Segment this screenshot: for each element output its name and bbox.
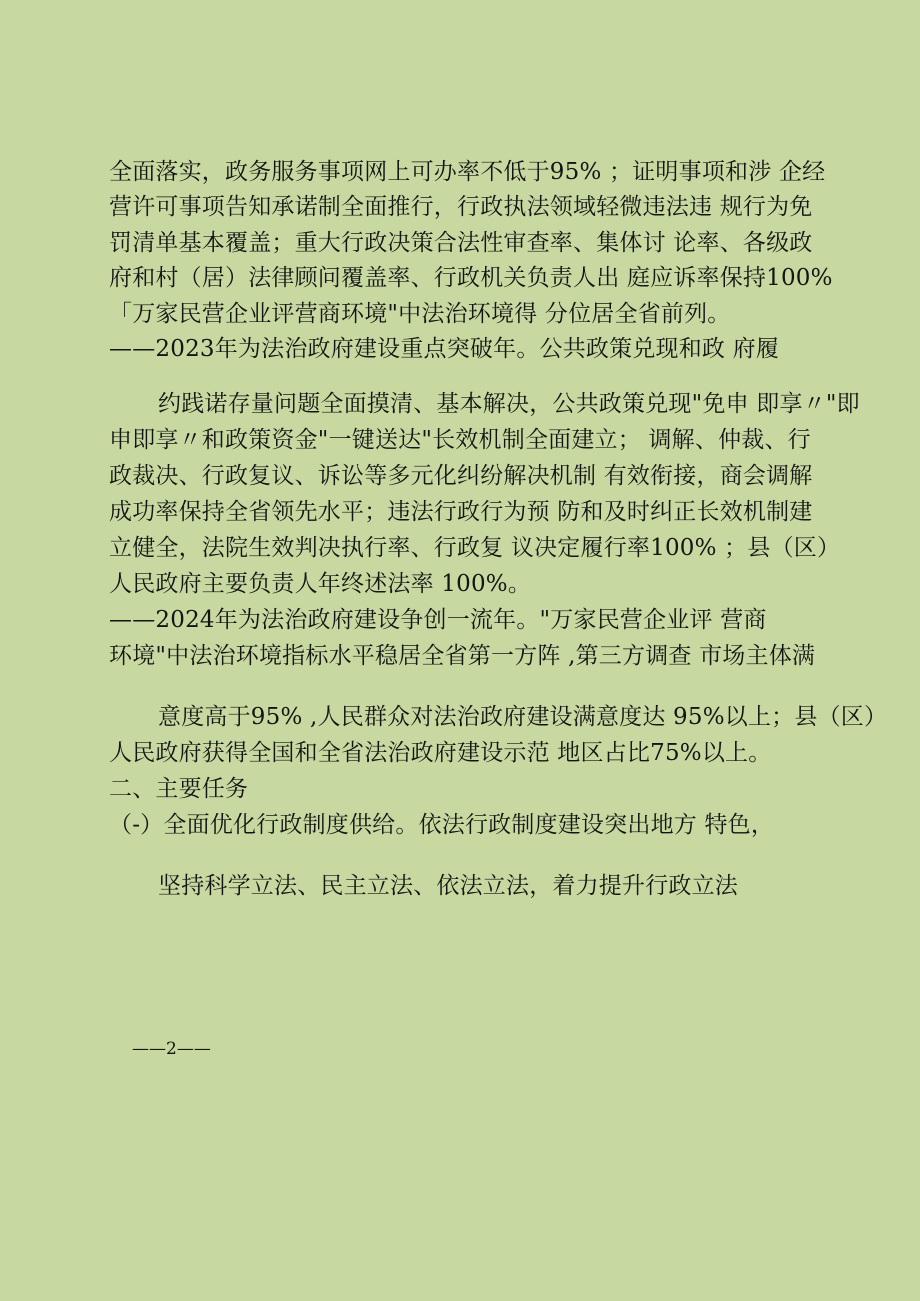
body-text-line: 立健全，法院生效判决执行率、行政复 议决定履行率100% ；县（区） bbox=[109, 535, 841, 561]
body-text-line: 府和村（居）法律顾问覆盖率、行政机关负责人出 庭应诉率保持100% bbox=[109, 265, 833, 291]
body-text-line: 罚清单基本覆盖；重大行政决策合法性审查率、集体讨 论率、各级政 bbox=[109, 230, 813, 256]
paragraph-2023-first-line: 约践诺存量问题全面摸清、基本解决，公共政策兑现"免申 即享〃"即 bbox=[158, 391, 860, 417]
section-heading: 坚持科学立法、民主立法、依法立法，着力提升行政立法 bbox=[158, 873, 738, 899]
body-text-line: 成功率保持全省领先水平；违法行政行为预 防和及时纠正长效机制建 bbox=[109, 499, 813, 525]
body-text-line: 人民政府主要负责人年终述法率 100%。 bbox=[109, 571, 532, 597]
body-text-line: 「万家民营企业评营商环境"中法治环境得 分位居全省前列。 bbox=[109, 301, 731, 327]
body-text-line: 政裁决、行政复议、诉讼等多元化纠纷解决机制 有效衔接，商会调解 bbox=[109, 463, 813, 489]
body-text-line: 人民政府获得全国和全省法治政府建设示范 地区占比75%以上。 bbox=[109, 740, 772, 766]
body-text-line: 全面落实，政务服务事项网上可办率不低于95% ；证明事项和涉 企经 bbox=[109, 159, 826, 185]
body-text-line: 二、主要任务 bbox=[109, 776, 249, 802]
paragraph-2024-first-line: 意度高于95% ,人民群众对法治政府建设满意度达 95%以上；县（区） bbox=[158, 704, 888, 730]
body-text-line bbox=[109, 965, 829, 999]
body-text-line: 环境"中法治环境指标水平稳居全省第一方阵 ,第三方调查 市场主体满 bbox=[109, 643, 816, 669]
body-text-line: ——2023年为法治政府建设重点突破年。公共政策兑现和政 府履 bbox=[109, 336, 780, 362]
body-text-line: 营许可事项告知承诺制全面推行，行政执法领域轻微违法违 规行为免 bbox=[109, 194, 813, 220]
page-number: ——2—— bbox=[132, 1039, 211, 1059]
body-text-line: （-）全面优化行政制度供给。依法行政制度建设突出地方 特色， bbox=[109, 812, 775, 838]
body-text-line: ——2024年为法治政府建设争创一流年。"万家民营企业评 营商 bbox=[109, 607, 767, 633]
body-text-line: 申即享〃和政策资金"一键送达"长效机制全面建立； 调解、仲裁、行 bbox=[109, 427, 811, 453]
task-paragraph-first-line bbox=[158, 929, 828, 963]
